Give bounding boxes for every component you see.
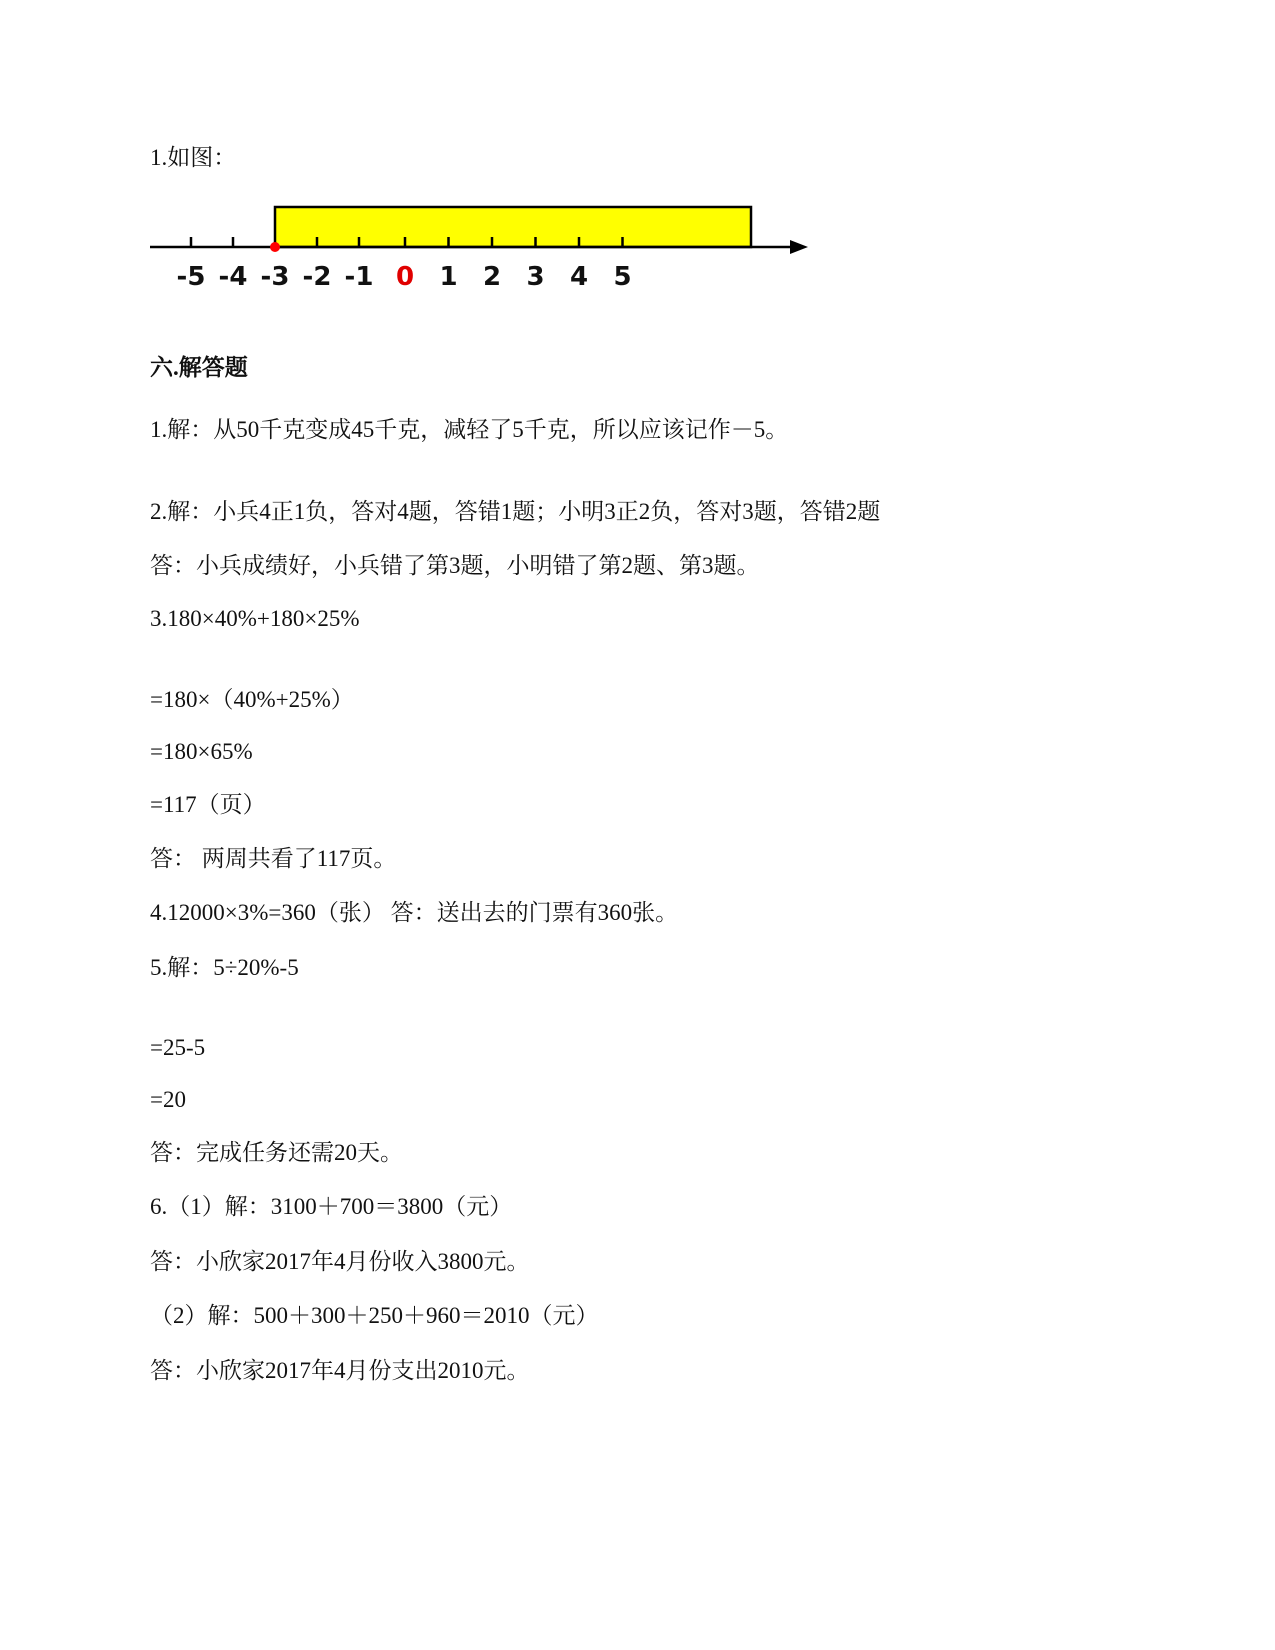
tick-label: -5 [176,262,206,292]
tick-label: 4 [569,262,589,292]
tick-label: 5 [613,262,632,292]
point-marker [270,242,280,252]
answer-2-line-1: 2.解：小兵4正1负，答对4题，答错1题；小明3正2负，答对3题，答错2题 [150,499,881,524]
answer-6-line-2: 答：小欣家2017年4月份收入3800元。 [150,1249,530,1274]
answer-2-line-2: 答：小兵成绩好，小兵错了第3题，小明错了第2题、第3题。 [150,553,760,578]
answer-6-line-4: 答：小欣家2017年4月份支出2010元。 [150,1358,530,1383]
answer-5-line-3: =20 [150,1087,186,1112]
tick-label: -3 [260,262,290,292]
answer-3-line-3: =180×65% [150,739,253,764]
tick-labels-group [177,262,632,292]
answer-1: 1.解：从50千克变成45千克，减轻了5千克，所以应该记作－5。 [150,417,789,442]
answer-3-line-1: 3.180×40%+180×25% [150,606,360,631]
section-title: 六.解答题 [150,355,248,380]
tick-label: -4 [218,262,248,292]
tick-label: -2 [302,262,332,292]
answer-3-line-5: 答： 两周共看了117页。 [150,846,397,871]
answer-5-line-1: 5.解：5÷20%-5 [150,955,299,980]
answer-3-line-4: =117（页） [150,792,266,817]
tick-label: 2 [482,262,502,292]
tick-label: 1 [439,262,458,292]
highlight-region [275,207,751,247]
figure-caption: 1.如图： [150,145,237,170]
number-line-figure [150,205,830,305]
answer-6-line-1: 6.（1）解：3100＋700＝3800（元） [150,1194,513,1219]
answer-5-line-4: 答：完成任务还需20天。 [150,1140,403,1165]
answer-4: 4.12000×3%=360（张） 答：送出去的门票有360张。 [150,900,679,925]
tick-label: 0 [395,262,415,292]
answer-6-line-3: （2）解：500＋300＋250＋960＝2010（元） [150,1303,599,1328]
answer-5-line-2: =25-5 [150,1035,206,1060]
tick-label: -1 [344,262,374,292]
tick-label: 3 [526,262,545,292]
answer-3-line-2: =180×（40%+25%） [150,687,354,712]
arrow-head-icon [790,240,808,254]
